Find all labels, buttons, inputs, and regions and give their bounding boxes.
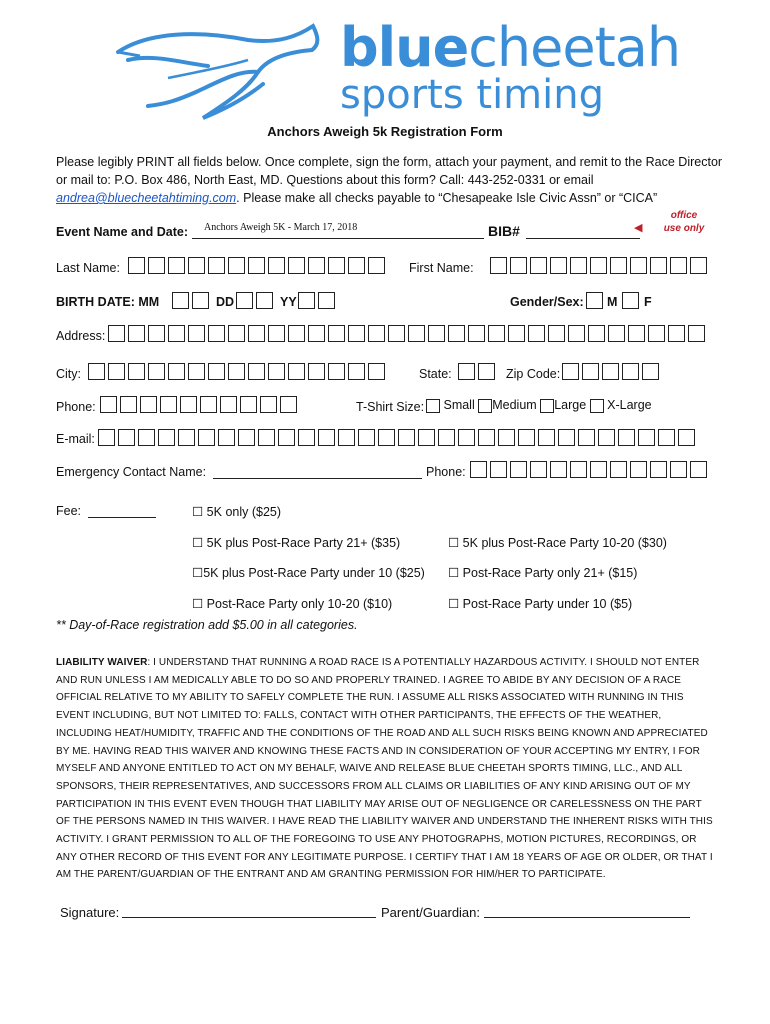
form-title: Anchors Aweigh 5k Registration Form — [267, 124, 503, 139]
email-label: E-mail: — [56, 432, 95, 446]
yy-label: YY — [280, 295, 297, 309]
dd-label: DD — [216, 295, 235, 309]
fee-option-5k-party-under10[interactable]: ☐5K plus Post-Race Party under 10 ($25) — [192, 566, 425, 580]
last-name-label: Last Name: — [56, 261, 120, 275]
intro-text: Please legibly PRINT all fields below. Once complete, sign the form, attach your payment, and remit to the Race Director or mail to: P.O. Box 486, North East, MD. Questions about this form? Call: 443-252-0331 or email andrea@bluecheetahtiming.com. Please make all checks payable to “Chesapeake Isle Civic Assn” or “CICA” — [56, 155, 723, 205]
zip-boxes[interactable] — [562, 363, 662, 380]
phone-boxes[interactable] — [100, 396, 300, 413]
fee-option-party-under10[interactable]: ☐ Post-Race Party under 10 ($5) — [448, 597, 633, 611]
email-link[interactable]: andrea@bluecheetahtiming.com — [56, 191, 237, 205]
guardian-line[interactable] — [484, 901, 690, 918]
city-boxes[interactable] — [88, 363, 388, 380]
tshirt-label: T-Shirt Size: — [356, 400, 425, 414]
birth-yy-boxes[interactable] — [298, 292, 338, 309]
event-value: Anchors Aweigh 5K - March 17, 2018 — [204, 222, 358, 233]
city-label: City: — [56, 367, 81, 381]
bib-line[interactable] — [526, 222, 643, 239]
fee-option-party-10-20[interactable]: ☐ Post-Race Party only 10-20 ($10) — [192, 597, 393, 611]
address-boxes[interactable] — [108, 325, 708, 342]
guardian-label: Parent/Guardian: — [381, 905, 481, 920]
gender-label: Gender/Sex: — [510, 295, 584, 309]
tshirt-sizes: Small Medium Large X-Large — [426, 398, 652, 413]
emergency-line[interactable] — [213, 462, 422, 479]
female-label: F — [644, 295, 652, 309]
gender-female-box[interactable] — [622, 292, 642, 309]
signature-line[interactable] — [122, 901, 376, 918]
phone-label: Phone: — [56, 400, 96, 414]
fee-note: ** Day-of-Race registration add $5.00 in all categories. — [56, 618, 358, 632]
size-large-checkbox[interactable] — [540, 399, 554, 413]
bib-label: BIB# — [488, 223, 520, 239]
cheetah-logo-icon — [108, 22, 338, 132]
event-label: Event Name and Date: — [56, 225, 188, 239]
state-boxes[interactable] — [458, 363, 498, 380]
male-label: M — [607, 295, 618, 309]
state-label: State: — [419, 367, 452, 381]
signature-label: Signature: — [60, 905, 120, 920]
emergency-phone-boxes[interactable] — [470, 461, 710, 478]
size-small-checkbox[interactable] — [426, 399, 440, 413]
first-name-label: First Name: — [409, 261, 474, 275]
fee-option-5k[interactable]: ☐ 5K only ($25) — [192, 505, 282, 519]
fee-label: Fee: — [56, 504, 82, 518]
fee-option-party-21[interactable]: ☐ Post-Race Party only 21+ ($15) — [448, 566, 638, 580]
gender-male-box[interactable] — [586, 292, 606, 309]
fee-option-5k-party-10-20[interactable]: ☐ 5K plus Post-Race Party 10-20 ($30) — [448, 536, 667, 550]
emergency-phone-label: Phone: — [426, 465, 466, 479]
email-boxes[interactable] — [98, 429, 698, 446]
zip-label: Zip Code: — [506, 367, 561, 381]
brand-tagline: sports timing — [340, 72, 605, 118]
address-label: Address: — [56, 329, 106, 343]
last-name-boxes[interactable] — [128, 257, 388, 274]
birth-mm-boxes[interactable] — [172, 292, 212, 309]
birth-dd-boxes[interactable] — [236, 292, 276, 309]
office-note: office use only — [663, 210, 705, 234]
fee-line[interactable] — [88, 501, 156, 518]
size-xlarge-checkbox[interactable] — [590, 399, 604, 413]
brand-name: bluecheetah — [340, 16, 681, 79]
fee-option-5k-party-21[interactable]: ☐ 5K plus Post-Race Party 21+ ($35) — [192, 536, 401, 550]
liability-waiver: LIABILITY WAIVER: I UNDERSTAND THAT RUNNING A ROAD RACE IS A POTENTIALLY HAZARDOUS ACTIVITY. I SHOULD NOT ENTER AND RUN UNLESS I AM MEDICALLY ABLE TO DO SO AND PROPERLY TRAINED. I AGREE TO ABIDE BY ANY DECISION OF A RACE OFFICIAL RELATIVE TO MY ABILITY TO SAFELY COMPLETE THE RUN. I ASSUME ALL RISKS ASSOCIATED WITH RUNNING IN THIS EVENT INCLUDING, BUT NOT LIMITED TO: FALLS, CONTACT WITH OTHER PARTICIPANTS, THE EFFECTS OF THE WEATHER, INCLUDING HEAT/HUMIDITY, TRAFFIC AND THE CONDITIONS OF THE ROAD AND ALL SUCH RISKS BEING KNOWN AND APPRECIATED BY ME. HAVING READ THIS WAIVER AND KNOWING THESE FACTS AND IN CONSIDERATION OF YOUR ACCEPTING MY ENTRY, I FOR MYSELF AND ANYONE ENTITLED TO ACT ON MY BEHALF, WAIVE AND RELEASE BLUE CHEETAH SPORTS TIMING, LLC., AND ALL SPONSORS, THEIR REPRESENTATIVES, AND SUCCESSORS FROM ALL CLAIMS OR LIABILITIES OF ANY KIND ARISING OUT OF MY PARTICIPATION IN THIS EVENT EVEN THOUGH THAT LIABILITY MAY ARISE OUT OF NEGLIGENCE OR CARELESSNESS ON THE PART OF THE PERSONS NAMED IN THIS WAIVER. I HAVE READ THE LIABILITY WAIVER AND UNDERSTAND THE INHERENT RISKS WITH THIS ACTIVITY. I GRANT PERMISSION TO ALL OF THE FOREGOING TO USE ANY PHOTOGRAPHS, MOTION PICTURES, RECORDINGS, OR ANY OTHER RECORD OF THIS EVENT FOR ANY LEGITIMATE PURPOSE. I CERTIFY THAT I AM 18 YEARS OF AGE OR OLDER, OR THAT I AM THE PARENT/GUARDIAN OF THE ENTRANT AND AM GRANTING PERMISSION FOR HIM/HER TO PARTICIPATE. — [56, 657, 713, 881]
birth-date-label: BIRTH DATE: MM — [56, 295, 160, 309]
emergency-label: Emergency Contact Name: — [56, 465, 207, 479]
arrow-left-icon: ◀ — [634, 222, 643, 234]
first-name-boxes[interactable] — [490, 257, 710, 274]
size-medium-checkbox[interactable] — [478, 399, 492, 413]
